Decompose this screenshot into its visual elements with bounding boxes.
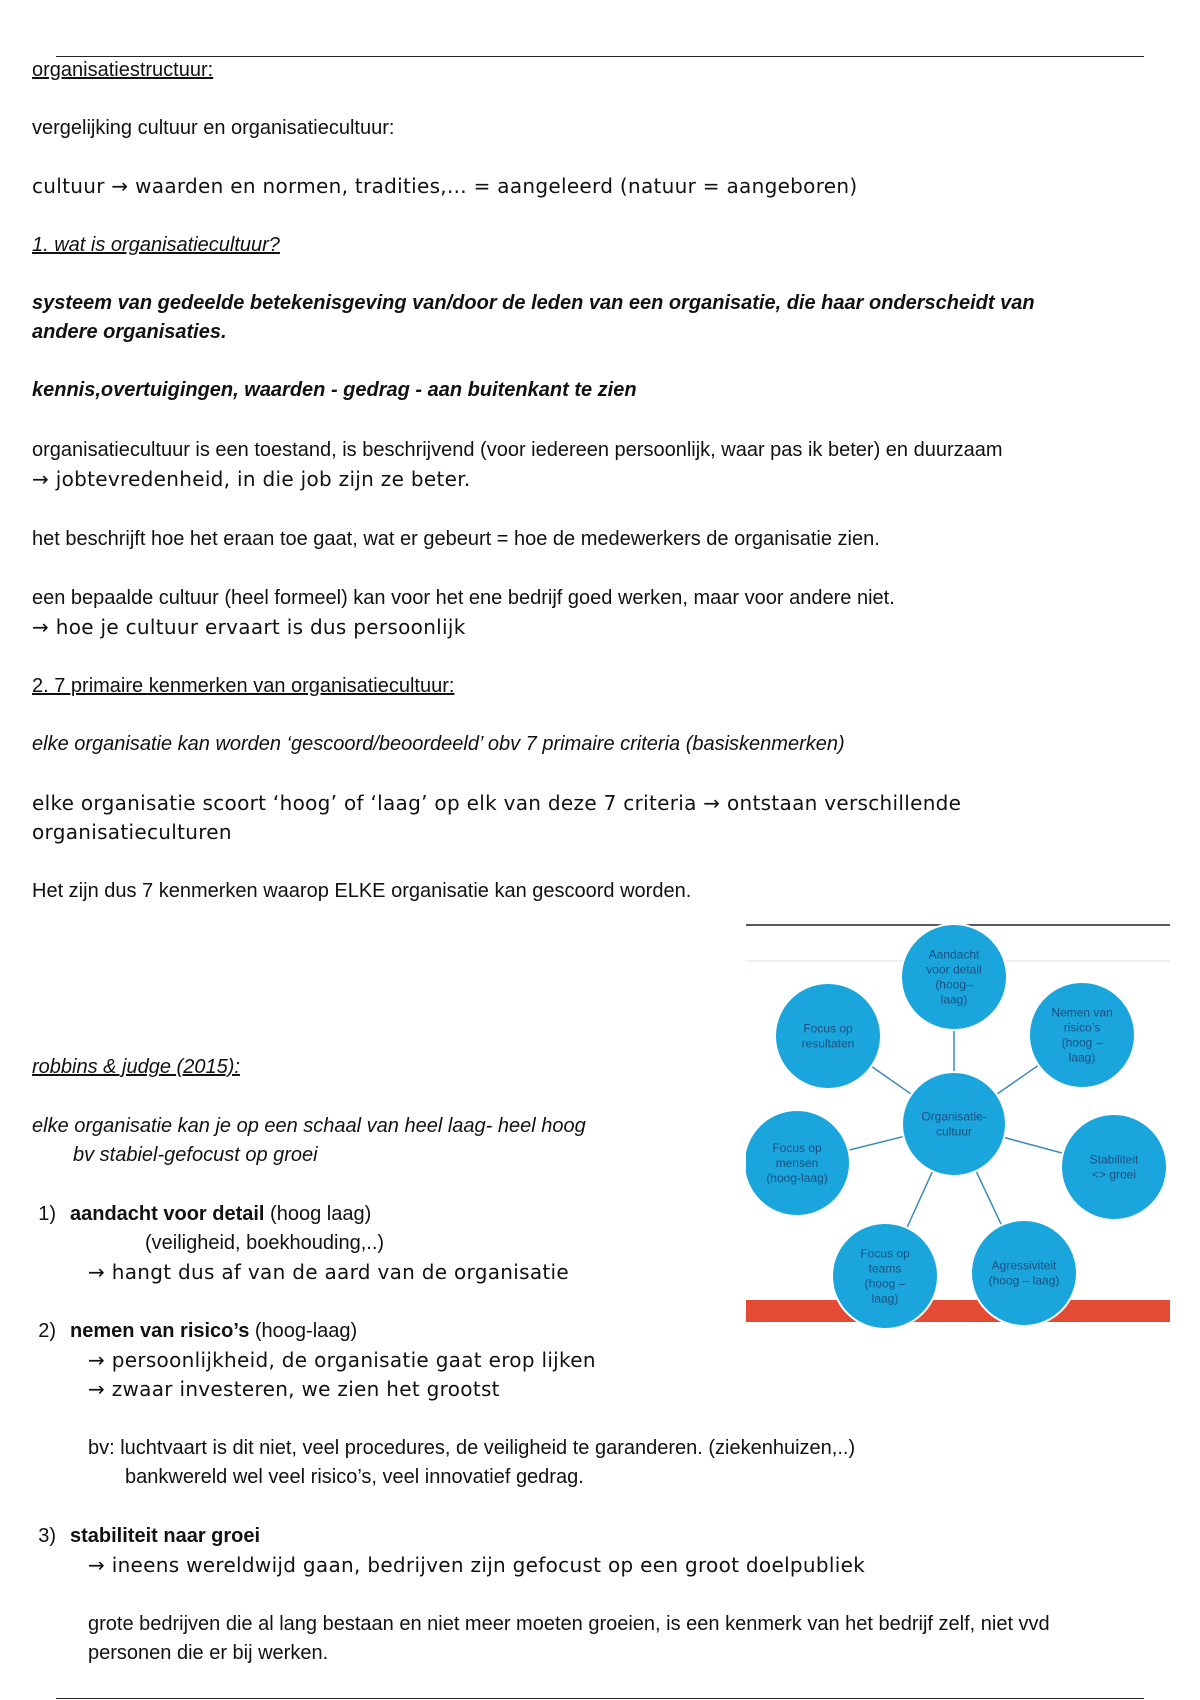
node-focus-op-resultaten [775,983,881,1089]
list-number: 1) [38,1203,56,1225]
definition-line-2: andere organisaties. [32,321,227,343]
node-focus-op-teams [832,1223,938,1328]
list-item-2 [16,1317,357,1345]
scale-line: elke organisatie kan je op een schaal van heel laag- heel hoog [32,1115,586,1137]
formal-arrow-line: → hoe je cultuur ervaart is dus persoonlijk [32,615,466,639]
node-circle [832,1223,938,1328]
node-organisatiecultuur [902,1072,1006,1176]
node-label: cultuur [935,1124,973,1139]
node-label: Focus op [860,1246,910,1261]
node-label: voor detail [926,962,982,977]
culture-line: cultuur → waarden en normen, tradities,... = aangeleerd (natuur = aangeboren) [32,174,858,198]
item-2-arrow-1: → persoonlijkheid, de organisatie gaat erop lijken [88,1348,596,1372]
item-3-arrow: → ineens wereldwijd gaan, bedrijven zijn gefocust op een groot doelpubliek [88,1553,866,1577]
node-label: laag) [940,992,968,1007]
node-agressiviteit [971,1220,1077,1326]
high-low-line-2: organisatieculturen [32,820,232,844]
describes-line: het beschrijft hoe het eraan toe gaat, wat er gebeurt = hoe de medewerkers de organisatie zien. [32,528,880,550]
node-label: Aandacht [928,947,980,962]
node-label: laag) [871,1291,899,1306]
node-label: Nemen van [1051,1005,1113,1020]
item-title: aandacht voor detail [70,1203,265,1225]
node-label: Organisatie- [921,1109,987,1124]
node-label: Stabiliteit [1089,1152,1139,1167]
node-aandacht-voor-detail [901,924,1007,1030]
node-label: (hoog – [1061,1035,1103,1050]
list-number: 2) [38,1320,56,1342]
source-label: robbins & judge (2015): [32,1056,240,1078]
node-label: resultaten [801,1036,855,1051]
list-item-3 [16,1522,260,1550]
node-stabiliteit-groei [1061,1114,1167,1220]
item-suffix: (hoog-laag) [249,1320,358,1342]
definition-line-1: systeem van gedeelde betekenisgeving van/door de leden van een organisatie, die haar onderscheidt van [32,292,1035,314]
scored-line: elke organisatie kan worden ‘gescoord/beoordeeld’ obv 7 primaire criteria (basiskenmerken) [32,733,845,755]
node-label: Agressiviteit [991,1258,1057,1273]
item-1-sub: (veiligheid, boekhouding,..) [145,1232,385,1254]
item-2-example-1: bv: luchtvaart is dit niet, veel procedures, de veiligheid te garanderen. (ziekenhuizen,..) [88,1437,856,1459]
bottom-rule [56,1698,1144,1699]
knowledge-line: kennis,overtuigingen, waarden - gedrag - aan buitenkant te zien [32,379,637,401]
section-title: organisatiestructuur: [32,59,214,81]
question-1-heading: 1. wat is organisatiecultuur? [32,234,280,256]
node-label: <> groei [1091,1167,1137,1182]
state-line: organisatiecultuur is een toestand, is beschrijvend (voor iedereen persoonlijk, waar pas ik beter) en duurzaam [32,439,1003,461]
top-rule [56,56,1144,57]
node-nemen-van-risicos [1029,982,1135,1088]
seven-line: Het zijn dus 7 kenmerken waarop ELKE organisatie kan gescoord worden. [32,880,692,902]
node-label: (hoog-laag) [766,1171,828,1185]
node-label: Focus op [772,1141,822,1155]
item-title: stabiliteit naar groei [70,1525,261,1547]
item-title: nemen van risico’s [70,1320,250,1342]
item-2-example-2: bankwereld wel veel risico’s, veel innovatief gedrag. [125,1466,584,1488]
list-number: 3) [38,1525,56,1547]
node-label: (hoog – laag) [988,1273,1060,1288]
question-2-heading: 2. 7 primaire kenmerken van organisatiecultuur: [32,675,455,697]
node-label: Focus op [803,1021,853,1036]
diagram-footer-bar [746,1300,1170,1322]
node-label: (hoog– [935,977,973,992]
state-arrow-line: → jobtevredenheid, in die job zijn ze beter. [32,467,471,491]
node-label: mensen [775,1156,819,1170]
node-label: (hoog – [864,1276,906,1291]
scale-example: bv stabiel-gefocust op groei [73,1144,318,1166]
item-3-note-2: personen die er bij werken. [88,1642,329,1664]
node-focus-op-mensen [746,1110,850,1216]
node-label: teams [868,1261,902,1276]
node-label: risico’s [1063,1020,1101,1035]
item-2-arrow-2: → zwaar investeren, we zien het grootst [88,1377,500,1401]
list-item-1 [16,1200,371,1228]
item-3-note-1: grote bedrijven die al lang bestaan en niet meer moeten groeien, is een kenmerk van het bedrijf zelf, niet vvd [88,1613,1050,1635]
item-suffix: (hoog laag) [264,1203,372,1225]
culture-diagram [746,924,1170,1328]
item-1-arrow: → hangt dus af van de aard van de organisatie [88,1260,569,1284]
formal-line: een bepaalde cultuur (heel formeel) kan voor het ene bedrijf goed werken, maar voor andere niet. [32,587,895,609]
node-label: laag) [1068,1050,1096,1065]
compare-heading: vergelijking cultuur en organisatiecultuur: [32,117,395,139]
high-low-line-1: elke organisatie scoort ‘hoog’ of ‘laag’ op elk van deze 7 criteria → ontstaan verschillende [32,791,962,815]
